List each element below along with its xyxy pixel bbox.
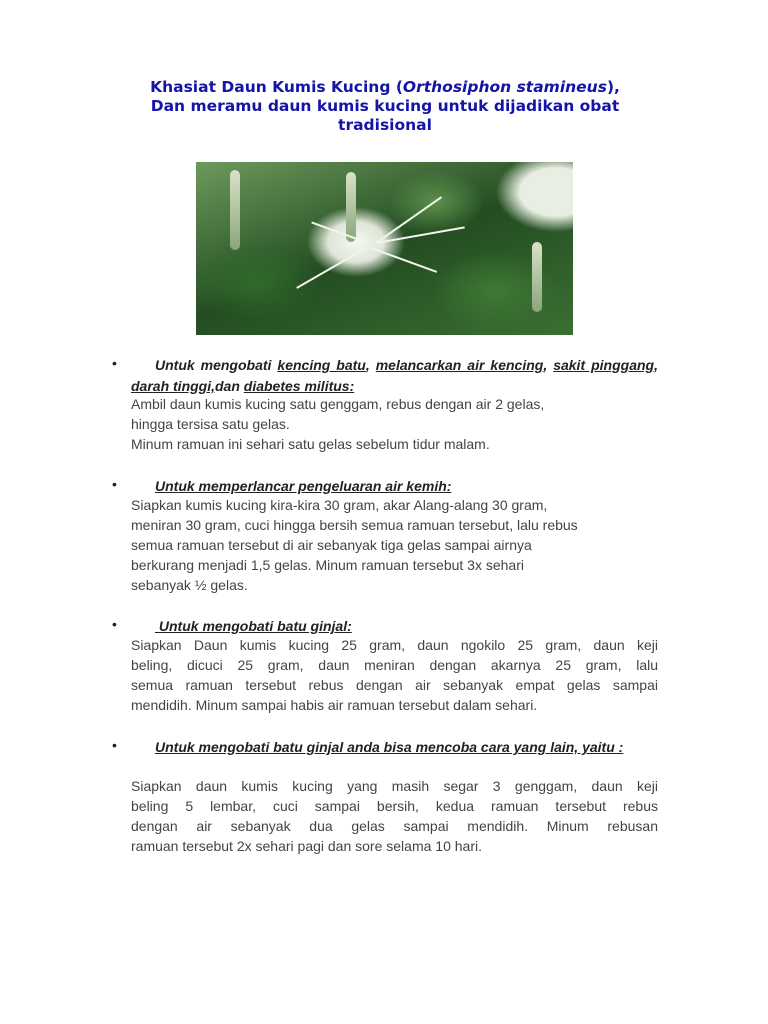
heading-segment: , (654, 357, 658, 373)
list-item-heading (131, 476, 658, 497)
title-line-2: Dan meramu daun kumis kucing untuk dijadikan obat (150, 97, 620, 115)
list-item-heading (131, 355, 658, 396)
heading-segment: darah tinggi, (131, 377, 215, 394)
title-text: ), (606, 78, 620, 96)
heading-segment: Untuk memperlancar pengeluaran air kemih: (155, 478, 452, 494)
heading-segment: Untuk mengobati (155, 357, 278, 373)
document-title (100, 78, 670, 135)
title-line-3: tradisional (338, 116, 432, 134)
bullet: • (112, 616, 117, 632)
body-line: Siapkan daun kumis kucing yang masih segar 3 genggam, daun keji (131, 778, 658, 794)
body-line: semua ramuan tersebut rebus dengan air sebanyak empat gelas sampai (131, 677, 658, 693)
list-item-heading (131, 616, 658, 637)
heading-segment: kencing batu (277, 357, 366, 373)
kumis-kucing-plant-photo (196, 162, 573, 335)
bullet: • (112, 476, 117, 492)
heading-segment: sakit pinggang (553, 357, 655, 373)
body-line: mendidih. Minum sampai habis air ramuan tersebut dalam sehari. (131, 697, 538, 713)
heading-segment: dan (215, 377, 244, 394)
body-line: beling 5 lembar, cuci sampai bersih, kedua ramuan tersebut rebus (131, 798, 658, 814)
bullet: • (112, 737, 117, 753)
body-line: dengan air sebanyak dua gelas sampai mendidih. Minum rebusan (131, 818, 658, 834)
heading-segment: diabetes militus: (243, 377, 355, 394)
body-line: hingga tersisa satu gelas. (131, 416, 290, 432)
body-line: Minum ramuan ini sehari satu gelas sebelum tidur malam. (131, 436, 490, 452)
body-line: ramuan tersebut 2x sehari pagi dan sore selama 10 hari. (131, 838, 482, 854)
heading-segment: Untuk mengobati batu ginjal anda bisa mencoba cara yang lain, yaitu : (155, 739, 624, 755)
body-line: beling, dicuci 25 gram, daun meniran dengan akarnya 25 gram, lalu (131, 657, 658, 673)
bullet: • (112, 355, 117, 371)
body-line: Siapkan Daun kumis kucing 25 gram, daun ngokilo 25 gram, daun keji (131, 637, 658, 653)
body-line: meniran 30 gram, cuci hingga bersih semua ramuan tersebut, lalu rebus (131, 517, 578, 533)
title-scientific-name: Orthosiphon stamineus (402, 78, 607, 96)
heading-segment: Untuk mengobati batu ginjal: (155, 618, 352, 634)
body-line: berkurang menjadi 1,5 gelas. Minum ramuan tersebut 3x sehari (131, 557, 524, 573)
heading-segment: , (365, 357, 376, 373)
body-line: Ambil daun kumis kucing satu genggam, rebus dengan air 2 gelas, (131, 396, 545, 412)
body-line: semua ramuan tersebut di air sebanyak tiga gelas sampai airnya (131, 537, 532, 553)
heading-segment: melancarkan air kencing (375, 357, 544, 373)
heading-segment: , (543, 357, 554, 373)
list-item-heading (131, 737, 658, 758)
body-line: Siapkan kumis kucing kira-kira 30 gram, akar Alang-alang 30 gram, (131, 497, 548, 513)
body-line: sebanyak ½ gelas. (131, 577, 248, 593)
title-text: Khasiat Daun Kumis Kucing ( (150, 78, 403, 96)
